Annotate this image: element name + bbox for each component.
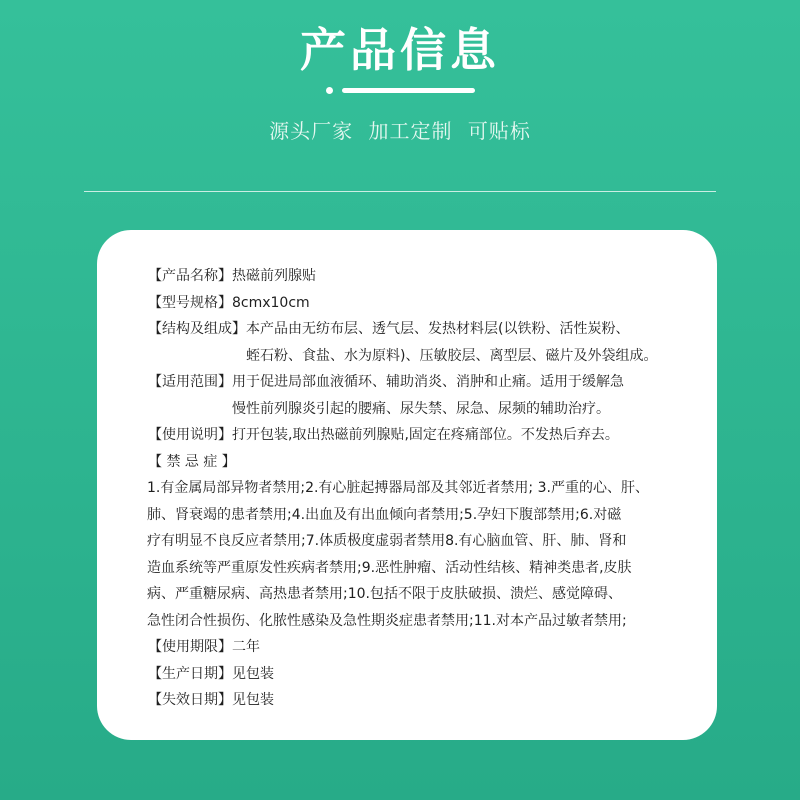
contraindication-line: 造血系统等严重原发性疾病者禁用;9.恶性肿瘤、活动性结核、精神类患者,皮肤 [147,559,632,576]
product-name-row [148,263,688,290]
model-label: 【型号规格】 [148,294,232,311]
expiry-date-row [148,687,688,714]
title-decoration [326,86,476,96]
product-name-label: 【产品名称】 [148,268,232,284]
contraindication-line: 肺、肾衰竭的患者禁用;4.出血及有出血倾向者禁用;5.孕妇下腹部禁用;6.对磁 [147,506,622,523]
contraindication-line: 急性闭合性损伤、化脓性感染及急性期炎症患者禁用;11.对本产品过敏者禁用; [147,612,627,629]
page-title: 产品信息 [300,23,500,77]
period-row [148,634,688,661]
production-date-row [148,661,688,688]
period-label: 【使用期限】 [148,639,232,655]
usage-label: 【使用说明】 [148,427,232,443]
header-divider [84,191,716,192]
composition-text [246,316,657,369]
production-date-value: 见包装 [232,665,274,682]
product-name-value: 热磁前列腺贴 [232,268,316,284]
period-value: 二年 [232,639,260,655]
production-date-label: 【生产日期】 [148,665,232,682]
usage-row [148,422,688,449]
page-subtitle: 源头厂家 加工定制 可贴标 [269,119,531,143]
scope-line: 慢性前列腺炎引起的腰痛、尿失禁、尿急、尿频的辅助治疗。 [232,400,610,417]
decoration-dot [326,87,333,94]
scope-label: 【适用范围】 [148,374,232,390]
contraindication-line: 疗有明显不良反应者禁用;7.体质极度虚弱者禁用8.有心脑血管、肝、肺、肾和 [147,533,627,549]
contraindication-line: 病、严重糖尿病、高热患者禁用;10.包括不限于皮肤破损、溃烂、感觉障碍、 [147,586,622,602]
composition-line: 蛭石粉、食盐、水为原料)、压敏胶层、离型层、磁片及外袋组成。 [246,347,658,364]
scope-row [148,369,688,422]
decoration-bar [342,88,475,93]
expiry-date-label: 【失效日期】 [148,692,232,708]
composition-label: 【结构及组成】 [148,321,246,337]
usage-value: 打开包装,取出热磁前列腺贴,固定在疼痛部位。不发热后弃去。 [232,427,619,443]
model-row [148,290,688,317]
scope-line: 用于促进局部血液循环、辅助消炎、消肿和止痛。适用于缓解急 [232,374,624,390]
composition-line: 本产品由无纺布层、透气层、发热材料层(以铁粉、活性炭粉、 [246,321,630,337]
scope-text [232,369,624,422]
product-info [148,263,688,714]
contraindication-line: 1.有金属局部异物者禁用;2.有心脏起搏器局部及其邻近者禁用; 3.严重的心、肝、 [147,480,649,496]
composition-row [148,316,688,369]
contraindications-label: 【 禁 忌 症 】 [148,453,236,470]
contraindications-text [147,475,688,634]
expiry-date-value: 见包装 [232,692,274,708]
model-value: 8cmx10cm [232,294,310,311]
